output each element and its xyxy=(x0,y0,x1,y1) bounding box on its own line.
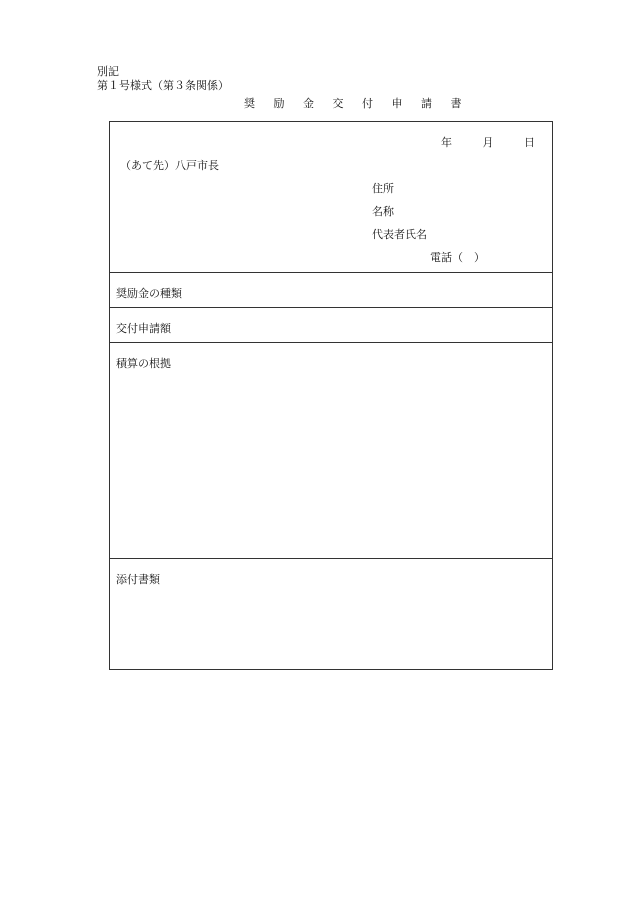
document-title: 奨 励 金 交 付 申 請 書 xyxy=(244,97,469,110)
calculation-basis-label: 積算の根拠 xyxy=(116,357,171,370)
address-field[interactable]: 住所 xyxy=(372,182,394,195)
date-day-label: 日 xyxy=(524,136,535,149)
grant-type-label: 奨励金の種類 xyxy=(116,287,182,300)
date-month-label: 月 xyxy=(482,136,494,149)
representative-name-field[interactable]: 代表者氏名 xyxy=(372,228,427,241)
date-year-label: 年 xyxy=(441,136,452,149)
calculation-basis-area[interactable] xyxy=(110,343,552,559)
application-form-table xyxy=(109,121,553,670)
annex-label: 別記 xyxy=(97,65,119,78)
attachments-area[interactable] xyxy=(110,559,552,669)
date-row[interactable] xyxy=(441,134,535,150)
attachments-label: 添付書類 xyxy=(116,573,160,586)
grant-type-row[interactable] xyxy=(110,273,552,308)
addressee: （あて先）八戸市長 xyxy=(120,159,219,172)
requested-amount-row[interactable] xyxy=(110,308,552,343)
company-name-field[interactable]: 名称 xyxy=(372,205,394,218)
phone-field[interactable]: 電話（ ） xyxy=(430,251,485,264)
requested-amount-label: 交付申請額 xyxy=(116,322,171,335)
applicant-section xyxy=(110,122,552,273)
form-number: 第１号様式（第３条関係） xyxy=(97,79,229,92)
